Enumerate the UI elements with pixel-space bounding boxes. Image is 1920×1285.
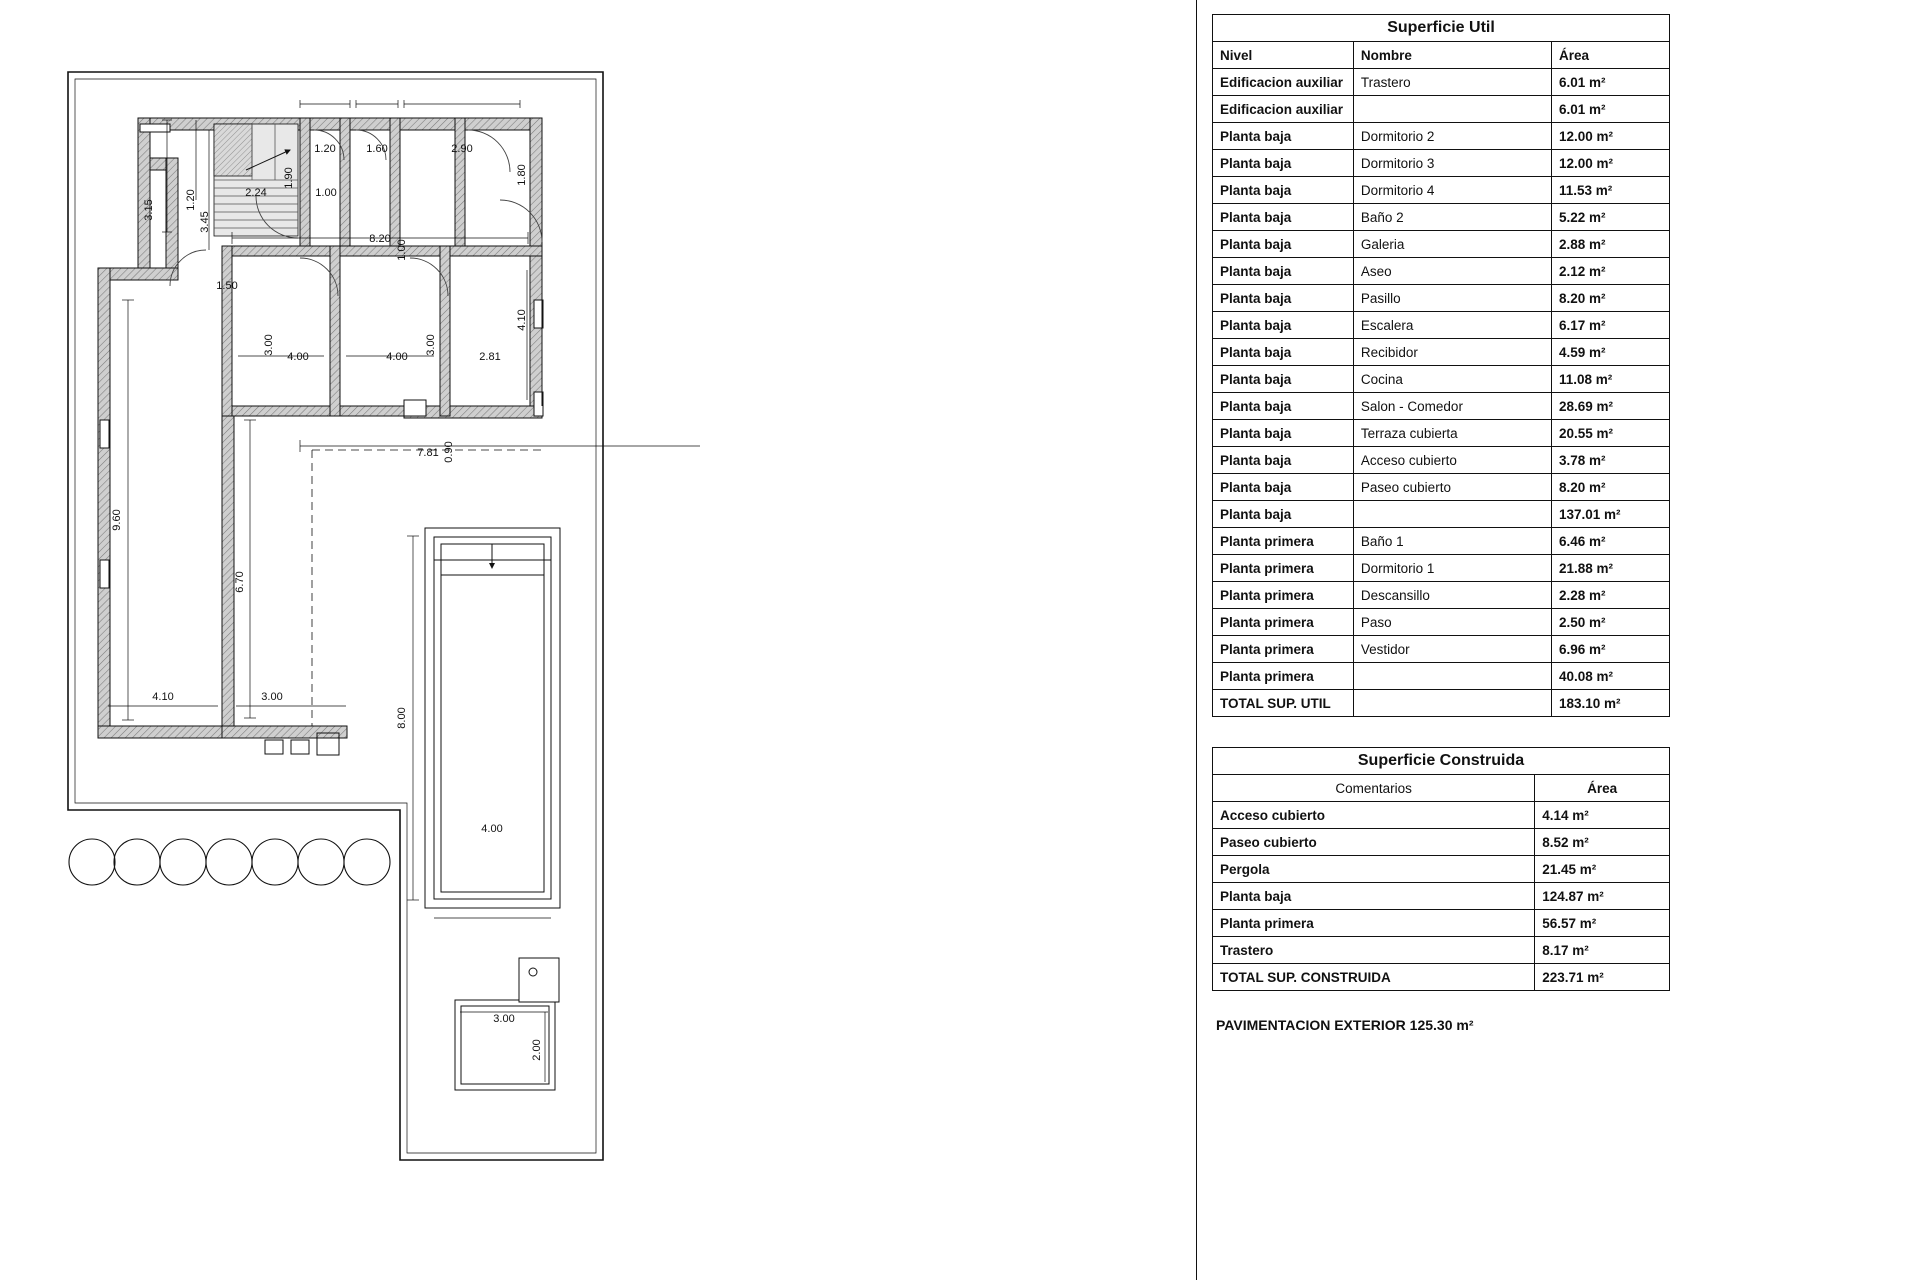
dim-1-90: 1.90 bbox=[283, 167, 295, 189]
dim-4-00-b: 4.00 bbox=[386, 351, 408, 363]
cell-area: 11.08 m² bbox=[1551, 366, 1669, 393]
cell-nombre: Baño 2 bbox=[1353, 204, 1551, 231]
dim-1-80: 1.80 bbox=[516, 164, 528, 186]
cell-area: 2.88 m² bbox=[1551, 231, 1669, 258]
sheet-divider bbox=[1196, 0, 1197, 1280]
table-row bbox=[1213, 802, 1670, 829]
cell-area: 2.12 m² bbox=[1551, 258, 1669, 285]
cell-nombre: Escalera bbox=[1353, 312, 1551, 339]
header-area-construida: Área bbox=[1535, 775, 1670, 802]
table-row bbox=[1213, 258, 1670, 285]
cell-area: 137.01 m² bbox=[1551, 501, 1669, 528]
cell-area: 6.01 m² bbox=[1551, 96, 1669, 123]
cell-nivel: Planta baja bbox=[1213, 123, 1354, 150]
superficie-util-table bbox=[1212, 14, 1670, 717]
cell-nivel: Planta baja bbox=[1213, 150, 1354, 177]
cell-nivel: Planta baja bbox=[1213, 339, 1354, 366]
superficie-util-body bbox=[1213, 69, 1670, 717]
table-spacer bbox=[1212, 717, 1682, 747]
cell-nivel: TOTAL SUP. UTIL bbox=[1213, 690, 1354, 717]
cell-nivel: Planta baja bbox=[1213, 474, 1354, 501]
table-row bbox=[1213, 501, 1670, 528]
dim-2-24: 2.24 bbox=[245, 187, 267, 199]
cell-comentario: Trastero bbox=[1213, 937, 1535, 964]
table-row bbox=[1213, 393, 1670, 420]
cell-area: 2.50 m² bbox=[1551, 609, 1669, 636]
cell-nombre: Galeria bbox=[1353, 231, 1551, 258]
cell-comentario: Planta baja bbox=[1213, 883, 1535, 910]
cell-nombre: Cocina bbox=[1353, 366, 1551, 393]
table-row bbox=[1213, 663, 1670, 690]
table-row bbox=[1213, 177, 1670, 204]
dim-0-90: 0.90 bbox=[443, 441, 455, 463]
cell-nombre: Terraza cubierta bbox=[1353, 420, 1551, 447]
table-row bbox=[1213, 366, 1670, 393]
cell-nombre: Aseo bbox=[1353, 258, 1551, 285]
table-row bbox=[1213, 690, 1670, 717]
cell-nombre: Dormitorio 2 bbox=[1353, 123, 1551, 150]
table-row bbox=[1213, 856, 1670, 883]
area-schedules bbox=[1212, 14, 1682, 1033]
cell-nombre: Dormitorio 4 bbox=[1353, 177, 1551, 204]
cell-area: 21.88 m² bbox=[1551, 555, 1669, 582]
dim-9-60: 9.60 bbox=[111, 509, 123, 531]
cell-area: 11.53 m² bbox=[1551, 177, 1669, 204]
cell-nivel: Planta primera bbox=[1213, 582, 1354, 609]
header-comentarios: Comentarios bbox=[1213, 775, 1535, 802]
cell-nombre bbox=[1353, 96, 1551, 123]
cell-nombre: Paso bbox=[1353, 609, 1551, 636]
table-row bbox=[1213, 447, 1670, 474]
cell-nombre bbox=[1353, 663, 1551, 690]
cell-area: 40.08 m² bbox=[1551, 663, 1669, 690]
cell-nivel: Planta baja bbox=[1213, 366, 1354, 393]
table-row bbox=[1213, 420, 1670, 447]
cell-nivel: Planta baja bbox=[1213, 177, 1354, 204]
cell-nivel: Planta primera bbox=[1213, 636, 1354, 663]
dim-3-00-a: 3.00 bbox=[263, 334, 275, 356]
cell-nombre bbox=[1353, 690, 1551, 717]
cell-area: 183.10 m² bbox=[1551, 690, 1669, 717]
cell-nivel: Planta baja bbox=[1213, 231, 1354, 258]
cell-area: 8.52 m² bbox=[1535, 829, 1670, 856]
cell-area: 6.17 m² bbox=[1551, 312, 1669, 339]
table-row bbox=[1213, 312, 1670, 339]
dim-3-15: 3.15 bbox=[143, 199, 155, 221]
superficie-util-header-row bbox=[1213, 42, 1670, 69]
superficie-construida-title: Superficie Construida bbox=[1213, 748, 1670, 775]
dim-2-90: 2.90 bbox=[451, 143, 473, 155]
cell-nombre bbox=[1353, 501, 1551, 528]
dim-8-00-pool: 8.00 bbox=[396, 707, 408, 729]
cell-area: 124.87 m² bbox=[1535, 883, 1670, 910]
dim-1-60: 1.60 bbox=[366, 143, 388, 155]
dim-8-20: 8.20 bbox=[369, 233, 391, 245]
cell-area: 28.69 m² bbox=[1551, 393, 1669, 420]
cell-comentario: TOTAL SUP. CONSTRUIDA bbox=[1213, 964, 1535, 991]
cell-nombre: Dormitorio 1 bbox=[1353, 555, 1551, 582]
superficie-construida-table bbox=[1212, 747, 1670, 991]
table-row bbox=[1213, 636, 1670, 663]
table-row bbox=[1213, 883, 1670, 910]
cell-nombre: Salon - Comedor bbox=[1353, 393, 1551, 420]
table-row bbox=[1213, 231, 1670, 258]
cell-area: 6.46 m² bbox=[1551, 528, 1669, 555]
cell-area: 4.14 m² bbox=[1535, 802, 1670, 829]
cell-nivel: Planta baja bbox=[1213, 447, 1354, 474]
cell-comentario: Acceso cubierto bbox=[1213, 802, 1535, 829]
dim-1-20: 1.20 bbox=[314, 143, 336, 155]
cell-nivel: Planta primera bbox=[1213, 663, 1354, 690]
cell-nombre: Dormitorio 3 bbox=[1353, 150, 1551, 177]
dim-3-45: 3.45 bbox=[199, 211, 211, 233]
cell-nombre: Trastero bbox=[1353, 69, 1551, 96]
dim-7-81: 7.81 bbox=[417, 447, 439, 459]
cell-area: 8.17 m² bbox=[1535, 937, 1670, 964]
cell-nivel: Planta primera bbox=[1213, 555, 1354, 582]
table-row bbox=[1213, 910, 1670, 937]
dim-3-00-bottom: 3.00 bbox=[261, 691, 283, 703]
cell-area: 223.71 m² bbox=[1535, 964, 1670, 991]
table-row bbox=[1213, 528, 1670, 555]
table-row bbox=[1213, 937, 1670, 964]
cell-area: 2.28 m² bbox=[1551, 582, 1669, 609]
cell-area: 6.01 m² bbox=[1551, 69, 1669, 96]
cell-nivel: Planta baja bbox=[1213, 312, 1354, 339]
cell-area: 4.59 m² bbox=[1551, 339, 1669, 366]
table-row bbox=[1213, 96, 1670, 123]
table-row bbox=[1213, 829, 1670, 856]
dim-2-81: 2.81 bbox=[479, 351, 501, 363]
superficie-construida-header-row bbox=[1213, 775, 1670, 802]
cell-area: 12.00 m² bbox=[1551, 123, 1669, 150]
cell-area: 56.57 m² bbox=[1535, 910, 1670, 937]
cell-area: 6.96 m² bbox=[1551, 636, 1669, 663]
dim-3-00-b: 3.00 bbox=[425, 334, 437, 356]
cell-nombre: Acceso cubierto bbox=[1353, 447, 1551, 474]
dim-4-10-bottom: 4.10 bbox=[152, 691, 174, 703]
dim-1-00-stair: 1.00 bbox=[315, 187, 337, 199]
cell-nivel: Planta baja bbox=[1213, 501, 1354, 528]
table-row bbox=[1213, 964, 1670, 991]
cell-nivel: Planta baja bbox=[1213, 393, 1354, 420]
dim-2-00-shed: 2.00 bbox=[531, 1039, 543, 1061]
dim-1-50: 1.50 bbox=[216, 280, 238, 292]
cell-nivel: Planta primera bbox=[1213, 528, 1354, 555]
dim-6-70: 6.70 bbox=[234, 571, 246, 593]
cell-area: 12.00 m² bbox=[1551, 150, 1669, 177]
cell-area: 8.20 m² bbox=[1551, 474, 1669, 501]
dim-1-00-corridor: 1.00 bbox=[396, 239, 408, 261]
cell-area: 5.22 m² bbox=[1551, 204, 1669, 231]
cell-nivel: Planta primera bbox=[1213, 609, 1354, 636]
cell-nivel: Planta baja bbox=[1213, 420, 1354, 447]
cell-area: 3.78 m² bbox=[1551, 447, 1669, 474]
cell-area: 20.55 m² bbox=[1551, 420, 1669, 447]
table-row bbox=[1213, 285, 1670, 312]
cell-area: 21.45 m² bbox=[1535, 856, 1670, 883]
dim-3-00-shed: 3.00 bbox=[493, 1013, 515, 1025]
table-row bbox=[1213, 150, 1670, 177]
cell-nivel: Planta baja bbox=[1213, 204, 1354, 231]
pavimentacion-exterior-note: PAVIMENTACION EXTERIOR 125.30 m² bbox=[1216, 1017, 1474, 1033]
header-nombre: Nombre bbox=[1353, 42, 1551, 69]
dim-4-00-a: 4.00 bbox=[287, 351, 309, 363]
superficie-util-title: Superficie Util bbox=[1213, 15, 1670, 42]
dim-4-10-right: 4.10 bbox=[516, 309, 528, 331]
cell-nombre: Descansillo bbox=[1353, 582, 1551, 609]
table-row bbox=[1213, 555, 1670, 582]
cell-comentario: Pergola bbox=[1213, 856, 1535, 883]
table-row bbox=[1213, 339, 1670, 366]
cell-nombre: Pasillo bbox=[1353, 285, 1551, 312]
table-row bbox=[1213, 204, 1670, 231]
cell-area: 8.20 m² bbox=[1551, 285, 1669, 312]
superficie-construida-body bbox=[1213, 802, 1670, 991]
cell-nivel: Planta baja bbox=[1213, 285, 1354, 312]
cell-nombre: Recibidor bbox=[1353, 339, 1551, 366]
dim-1-20-left: 1.20 bbox=[185, 189, 197, 211]
cell-nombre: Vestidor bbox=[1353, 636, 1551, 663]
table-row bbox=[1213, 474, 1670, 501]
cell-comentario: Paseo cubierto bbox=[1213, 829, 1535, 856]
header-area: Área bbox=[1551, 42, 1669, 69]
cell-nombre: Paseo cubierto bbox=[1353, 474, 1551, 501]
cell-comentario: Planta primera bbox=[1213, 910, 1535, 937]
cell-nivel: Edificacion auxiliar bbox=[1213, 69, 1354, 96]
cell-nivel: Edificacion auxiliar bbox=[1213, 96, 1354, 123]
table-row bbox=[1213, 582, 1670, 609]
table-row bbox=[1213, 609, 1670, 636]
table-row bbox=[1213, 69, 1670, 96]
dim-4-00-pool: 4.00 bbox=[481, 823, 503, 835]
header-nivel: Nivel bbox=[1213, 42, 1354, 69]
cell-nivel: Planta baja bbox=[1213, 258, 1354, 285]
cell-nombre: Baño 1 bbox=[1353, 528, 1551, 555]
table-row bbox=[1213, 123, 1670, 150]
